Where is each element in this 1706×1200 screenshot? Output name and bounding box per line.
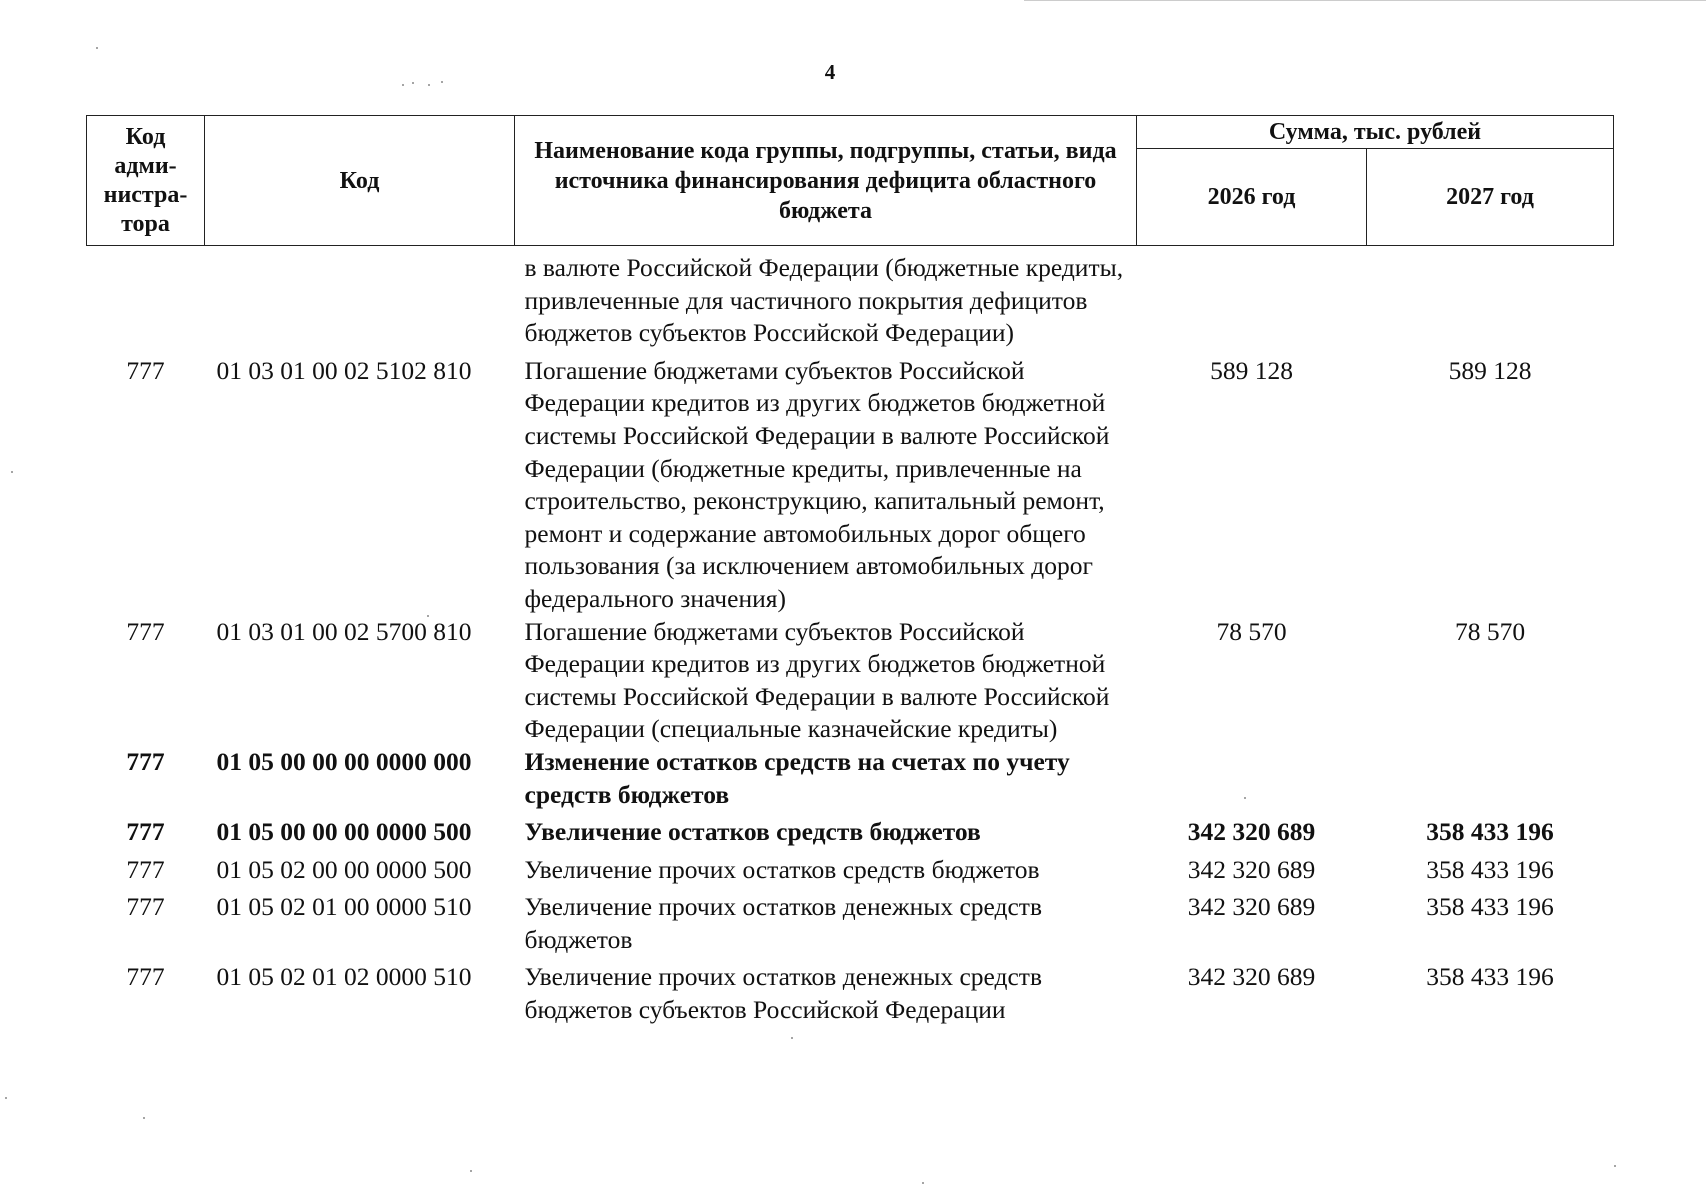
scan-speck — [470, 1170, 472, 1172]
row-code: 01 05 02 01 02 0000 510 — [216, 962, 472, 992]
row-sum-2027: 78 570 — [1454, 616, 1526, 646]
row-admin-code: 777 — [126, 854, 165, 884]
row-name: Увеличение прочих остатков денежных средств бюджетов субъектов Российской Федерации — [524, 962, 1042, 1025]
header-name: Наименование кода группы, подгруппы, статьи, вида источника финансирования дефицита областного бюджета — [515, 116, 1137, 246]
table-row — [87, 886, 1614, 956]
scan-speck — [11, 471, 13, 473]
row-name: Изменение остатков средств на счетах по учету средств бюджетов — [524, 746, 1070, 809]
scan-speck — [428, 84, 430, 86]
row-name: Увеличение прочих остатков денежных средств бюджетов — [524, 892, 1042, 954]
row-sum-2026: 342 320 689 — [1187, 817, 1316, 847]
scan-speck — [922, 1182, 924, 1184]
row-code: 01 05 02 01 00 0000 510 — [216, 892, 472, 922]
row-sum-2027: 358 433 196 — [1426, 854, 1554, 884]
page-number: 4 — [824, 60, 836, 84]
table-row — [87, 811, 1614, 849]
row-admin-code: 777 — [126, 355, 165, 385]
row-code: 01 05 00 00 00 0000 500 — [216, 817, 472, 847]
scan-speck — [791, 1037, 793, 1039]
row-code: 01 05 00 00 00 0000 000 — [216, 746, 472, 776]
row-admin-code — [87, 246, 205, 350]
row-sum-2026 — [1137, 246, 1367, 350]
row-sum-2026: 342 320 689 — [1187, 892, 1316, 922]
row-sum-2027: 358 433 196 — [1426, 817, 1554, 847]
row-sum-2026: 342 320 689 — [1187, 962, 1316, 992]
scan-speck — [5, 1097, 7, 1099]
header-sum: Сумма, тыс. рублей — [1137, 116, 1614, 149]
row-sum-2026: 589 128 — [1210, 355, 1293, 385]
header-year-2026: 2026 год — [1137, 149, 1367, 246]
row-sum-2026: 342 320 689 — [1187, 854, 1316, 884]
row-admin-code: 777 — [126, 892, 165, 922]
row-sum-2027: 358 433 196 — [1426, 892, 1554, 922]
table-row — [87, 350, 1614, 616]
table-row — [87, 746, 1614, 811]
row-code — [205, 246, 515, 350]
row-code: 01 03 01 00 02 5102 810 — [216, 355, 472, 385]
row-code: 01 03 01 00 02 5700 810 — [216, 616, 472, 646]
row-name: Погашение бюджетами субъектов Российской Федерации кредитов из других бюджетов бюджетной системы Российской Федерации в валюте Российской Федерации (бюджетные кредиты, привлеченные на строительство, реконструкцию, капитальный ремонт, ремонт и содержание автомобильных дорог общего пользования (за исключением автомобильных дорог федерального значения) — [524, 355, 1110, 613]
row-sum-2027 — [1367, 746, 1614, 811]
scan-speck — [412, 82, 414, 84]
row-code: 01 05 02 00 00 0000 500 — [216, 854, 472, 884]
scan-speck — [96, 47, 98, 49]
row-sum-2027 — [1367, 246, 1614, 350]
header-code: Код — [205, 116, 515, 246]
table-row — [87, 246, 1614, 350]
row-name: в валюте Российской Федерации (бюджетные кредиты, привлеченные для частичного покрытия дефицитов бюджетов субъектов Российской Федерации) — [524, 253, 1124, 348]
row-admin-code: 777 — [126, 746, 165, 776]
row-name: Увеличение остатков средств бюджетов — [524, 817, 981, 847]
table-header-row — [87, 116, 1614, 149]
row-admin-code: 777 — [126, 962, 165, 992]
row-admin-code: 777 — [126, 616, 165, 646]
scan-speck — [1614, 1165, 1616, 1167]
scan-speck — [402, 84, 404, 86]
table-row — [87, 849, 1614, 887]
financing-sources-table — [86, 115, 1614, 1027]
scan-speck — [441, 81, 443, 83]
row-sum-2026 — [1137, 746, 1367, 811]
scan-speck — [143, 1117, 145, 1119]
row-sum-2027: 589 128 — [1448, 355, 1532, 385]
row-sum-2026: 78 570 — [1216, 616, 1287, 646]
header-year-2027: 2027 год — [1367, 149, 1614, 246]
row-sum-2027: 358 433 196 — [1426, 962, 1554, 992]
table-row — [87, 956, 1614, 1026]
table-row — [87, 616, 1614, 746]
row-name: Увеличение прочих остатков средств бюджетов — [524, 854, 1040, 884]
header-admin-code: Код адми- нистра- тора — [87, 116, 205, 246]
scan-top-edge-line — [1024, 0, 1706, 1]
row-admin-code: 777 — [126, 817, 165, 847]
row-name: Погашение бюджетами субъектов Российской Федерации кредитов из других бюджетов бюджетной системы Российской Федерации в валюте Российской Федерации (специальные казначейские кредиты) — [524, 616, 1110, 744]
